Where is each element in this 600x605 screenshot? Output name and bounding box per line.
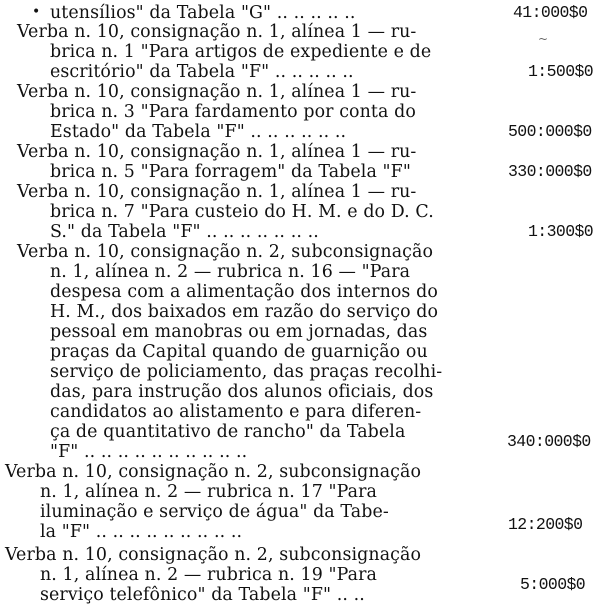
text-line: la "F" .. .. .. .. .. .. .. .. .. xyxy=(40,522,243,542)
amount-value: 12:200$0 xyxy=(508,515,583,534)
amount-value: 330:000$0 xyxy=(508,162,592,181)
amount-value: 500:000$0 xyxy=(508,122,592,141)
text-line: n. 1, alínea n. 2 — rubrica n. 17 "Para xyxy=(40,482,377,502)
amount-value: 5:000$0 xyxy=(520,575,586,594)
text-line: Verba n. 10, consignação n. 1, alínea 1 — ru- xyxy=(17,82,417,102)
amount-value: 1:500$0 xyxy=(528,62,594,81)
text-line: brica n. 3 "Para fardamento por conta do xyxy=(50,102,416,122)
text-line: Verba n. 10, consignação n. 1, alínea 1 — ru- xyxy=(17,142,417,162)
text-line: Verba n. 10, consignação n. 1, alínea 1 — ru- xyxy=(17,182,417,202)
text-line: brica n. 7 "Para custeio do H. M. e do D. C. xyxy=(50,202,434,222)
bullet-mark: • xyxy=(32,4,41,20)
text-line: pessoal em manobras ou em jornadas, das xyxy=(50,322,428,342)
amount-value: 1:300$0 xyxy=(528,222,594,241)
amount-value: 41:000$0 xyxy=(513,3,588,22)
text-line: n. 1, alínea n. 2 — rubrica n. 16 — "Para xyxy=(50,262,411,282)
text-line: brica n. 5 "Para forragem" da Tabela "F" xyxy=(50,162,411,182)
text-line: "F" .. .. .. .. .. .. .. .. .. .. xyxy=(50,442,248,462)
text-line: despesa com a alimentação dos internos do xyxy=(50,282,438,302)
text-line: utensílios" da Tabela "G" .. .. .. .. .. xyxy=(50,3,356,23)
text-line: n. 1, alínea n. 2 — rubrica n. 19 "Para xyxy=(40,565,377,585)
text-line: H. M., dos baixados em razão do serviço do xyxy=(50,302,439,322)
text-line: S." da Tabela "F" .. .. .. .. .. .. .. xyxy=(50,222,319,242)
amount-value: 340:000$0 xyxy=(507,432,591,451)
text-line: iluminação e serviço de água" da Tabe- xyxy=(40,502,389,522)
text-line: das, para instrução dos alunos oficiais, dos xyxy=(50,382,434,402)
text-line: escritório" da Tabela "F" .. .. .. .. .. xyxy=(50,62,354,82)
text-line: serviço telefônico" da Tabela "F" .. .. xyxy=(40,585,365,605)
text-line: serviço de policiamento, das praças recolhi- xyxy=(50,362,443,382)
text-line: Verba n. 10, consignação n. 2, subconsignação xyxy=(5,462,422,482)
text-line: candidatos ao alistamento e para diferen- xyxy=(50,402,422,422)
text-line: Verba n. 10, consignação n. 1, alínea 1 — ru- xyxy=(17,22,417,42)
text-line: brica n. 1 "Para artigos de expediente e de xyxy=(50,42,432,62)
text-line: Verba n. 10, consignação n. 2, subconsignação xyxy=(5,545,422,565)
text-line: praças da Capital quando de guarnição ou xyxy=(50,342,428,362)
text-line: ça de quantitativo de rancho" da Tabela xyxy=(50,422,406,442)
ink-speck: ~ xyxy=(538,32,549,46)
text-line: Estado" da Tabela "F" .. .. .. .. .. .. xyxy=(50,122,347,142)
text-line: Verba n. 10, consignação n. 2, subconsignação xyxy=(17,242,434,262)
